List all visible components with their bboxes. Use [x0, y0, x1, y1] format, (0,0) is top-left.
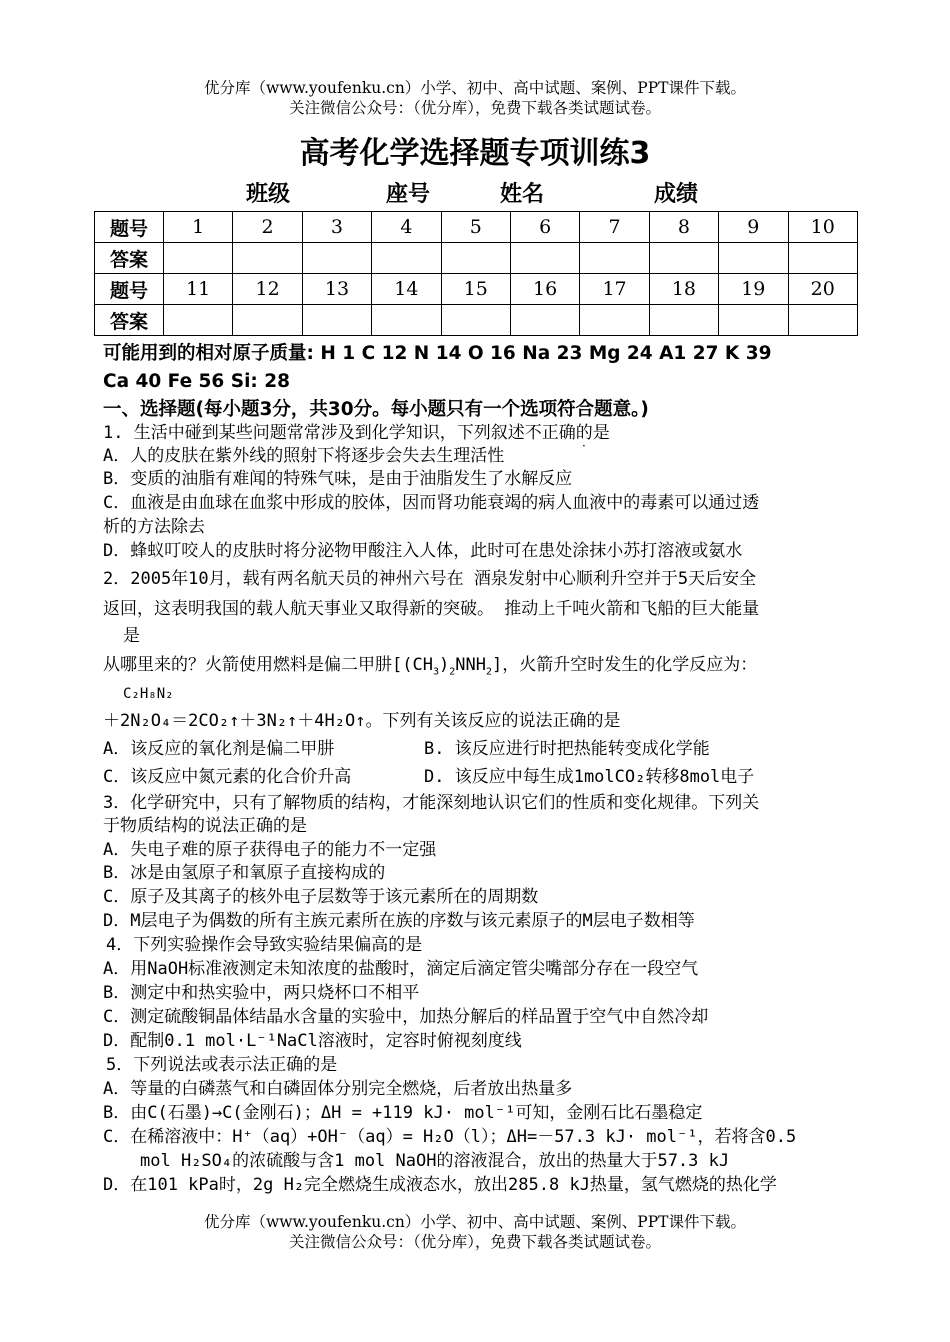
q4-stem: 4．下列实验操作会导致实验结果偏高的是: [106, 935, 423, 955]
q2-line-1: 2．2005年10月，载有两名航天员的神州六号在 酒泉发射中心顺利升空并于5天后安全: [103, 569, 757, 589]
question-number: 11: [164, 274, 233, 305]
q2-line-2: 返回，这表明我国的载人航天事业又取得新的突破。 推动上千吨火箭和飞船的巨大能量: [103, 599, 760, 619]
q1-option-c-line1: C．血液是由血球在血浆中形成的胶体，因而肾功能衰竭的病人血液中的毒素可以通过透: [103, 493, 760, 513]
answer-label: 答案: [95, 305, 164, 336]
q5-option-b: B．由C(石墨)→C(金刚石)；ΔH = +119 kJ· mol⁻¹可知，金刚石比石墨稳定: [103, 1103, 703, 1123]
question-label: 题号: [95, 274, 164, 305]
header-line-1: 优分库（www.youfenku.cn）小学、初中、高中试题、案例、PPT课件下载。: [203, 79, 747, 97]
q3-option-a: A．失电子难的原子获得电子的能力不一定强: [103, 840, 437, 860]
question-number-row: [95, 274, 858, 305]
field-name: 姓名: [500, 182, 545, 207]
emphasis-dot: ·: [582, 439, 586, 453]
question-number: 14: [372, 274, 441, 305]
q2-option-c: C．该反应中氮元素的化合价升高: [103, 767, 352, 787]
q3-option-d: D．M层电子为偶数的所有主族元素所在族的序数与该元素原子的M层电子数相等: [103, 911, 695, 931]
answer-cell[interactable]: [510, 243, 579, 274]
q1-option-b: B．变质的油脂有难闻的特殊气味，是由于油脂发生了水解反应: [103, 469, 573, 489]
q3-option-c: C．原子及其离子的核外电子层数等于该元素所在的周期数: [103, 887, 539, 907]
q4-option-b: B．测定中和热实验中，两只烧杯口不相平: [103, 983, 420, 1003]
q1-option-c-line2: 析的方法除去: [103, 517, 205, 537]
question-number: 4: [372, 212, 441, 243]
question-number: 16: [510, 274, 579, 305]
page-title: 高考化学选择题专项训练3: [299, 136, 651, 171]
field-seat: 座号: [386, 182, 431, 207]
atomic-mass-line-2: Ca 40 Fe 56 Si: 28: [103, 371, 290, 392]
q2-line-4-part-a: 从哪里来的？火箭使用燃料是偏二甲肼[(CH: [103, 655, 433, 675]
q1-stem: 1. 生活中碰到某些问题常常涉及到化学知识，下列叙述不正确的是: [103, 423, 610, 443]
q5-stem: 5．下列说法或表示法正确的是: [106, 1055, 338, 1075]
answer-cell[interactable]: [649, 305, 718, 336]
answer-label: 答案: [95, 243, 164, 274]
q3-line-1: 3．化学研究中，只有了解物质的结构，才能深刻地认识它们的性质和变化规律。下列关: [103, 793, 760, 813]
q2-line-4-part-d: ]，火箭升空时发生的化学反应为：: [492, 655, 758, 675]
header-line-2: 关注微信公众号：（优分库），免费下载各类试题试卷。: [288, 99, 661, 117]
question-number: 9: [719, 212, 788, 243]
answer-row: [95, 243, 858, 274]
answer-cell[interactable]: [719, 243, 788, 274]
question-number: 1: [164, 212, 233, 243]
question-number: 10: [788, 212, 857, 243]
answer-cell[interactable]: [302, 243, 371, 274]
question-number: 18: [649, 274, 718, 305]
answer-cell[interactable]: [233, 243, 302, 274]
q1-option-a: A．人的皮肤在紫外线的照射下将逐步会失去生理活性: [103, 446, 505, 466]
q4-option-d: D．配制0.1 mol·L⁻¹NaCl溶液时，定容时俯视刻度线: [103, 1031, 522, 1051]
answer-cell[interactable]: [580, 243, 649, 274]
question-number: 3: [302, 212, 371, 243]
q5-option-a: A．等量的白磷蒸气和白磷固体分别完全燃烧，后者放出热量多: [103, 1079, 573, 1099]
q2-formula: C₂H₈N₂: [123, 686, 174, 702]
q3-line-2: 于物质结构的说法正确的是: [103, 816, 307, 836]
answer-cell[interactable]: [164, 305, 233, 336]
q2-equation: ＋2N₂O₄＝2CO₂↑＋3N₂↑＋4H₂O↑。下列有关该反应的说法正确的是: [103, 711, 621, 731]
answer-cell[interactable]: [788, 243, 857, 274]
q2-option-d: D. 该反应中每生成1molCO₂转移8mol电子: [424, 767, 755, 787]
q2-line-4-part-b: ): [438, 655, 450, 675]
question-number: 5: [441, 212, 510, 243]
footer-line-1: 优分库（www.youfenku.cn）小学、初中、高中试题、案例、PPT课件下载。: [203, 1213, 747, 1231]
question-number: 15: [441, 274, 510, 305]
answer-row: [95, 305, 858, 336]
section-heading: 一、选择题(每小题3分，共30分。每小题只有一个选项符合题意。): [103, 399, 649, 420]
q5-option-c-line1: C．在稀溶液中：H⁺（aq）+OH⁻（aq）= H₂O（l）；ΔH=－57.3 kJ· mol⁻¹，若将含0.5: [103, 1127, 797, 1147]
field-class: 班级: [246, 182, 291, 207]
question-number: 12: [233, 274, 302, 305]
question-number: 8: [649, 212, 718, 243]
question-number: 2: [233, 212, 302, 243]
q4-option-c: C．测定硫酸铜晶体结晶水含量的实验中，加热分解后的样品置于空气中自然冷却: [103, 1007, 709, 1027]
q5-option-c-line2: mol H₂SO₄的浓硫酸与含1 mol NaOH的溶液混合，放出的热量大于57.3 kJ: [140, 1151, 730, 1171]
answer-table: [94, 211, 858, 336]
answer-cell[interactable]: [302, 305, 371, 336]
q4-option-a: A．用NaOH标准液测定未知浓度的盐酸时，滴定后滴定管尖嘴部分存在一段空气: [103, 959, 699, 979]
q2-option-b: B. 该反应进行时把热能转变成化学能: [424, 739, 710, 759]
question-number: 19: [719, 274, 788, 305]
answer-cell[interactable]: [441, 243, 510, 274]
answer-cell[interactable]: [372, 243, 441, 274]
field-score: 成绩: [654, 182, 699, 207]
footer-line-2: 关注微信公众号：（优分库），免费下载各类试题试卷。: [288, 1233, 661, 1251]
answer-cell[interactable]: [719, 305, 788, 336]
answer-cell[interactable]: [233, 305, 302, 336]
q3-option-b: B．冰是由氢原子和氧原子直接构成的: [103, 863, 386, 883]
question-number: 20: [788, 274, 857, 305]
atomic-mass-line-1: 可能用到的相对原子质量: H 1 C 12 N 14 O 16 Na 23 Mg 24 A1 27 K 39: [103, 343, 772, 364]
answer-cell[interactable]: [580, 305, 649, 336]
question-label: 题号: [95, 212, 164, 243]
answer-cell[interactable]: [441, 305, 510, 336]
question-number-row: [95, 212, 858, 243]
answer-cell[interactable]: [164, 243, 233, 274]
question-number: 13: [302, 274, 371, 305]
answer-cell[interactable]: [649, 243, 718, 274]
answer-cell[interactable]: [788, 305, 857, 336]
question-number: 17: [580, 274, 649, 305]
answer-cell[interactable]: [372, 305, 441, 336]
q1-option-d: D．蜂蚁叮咬人的皮肤时将分泌物甲酸注入人体，此时可在患处涂抹小苏打溶液或氨水: [103, 541, 743, 561]
q5-option-d: D．在101 kPa时，2g H₂完全燃烧生成液态水，放出285.8 kJ热量，氢气燃烧的热化学: [103, 1175, 777, 1195]
q2-line-4-part-c: NNH: [455, 655, 486, 675]
q2-line-3: 是: [123, 626, 140, 646]
answer-cell[interactable]: [510, 305, 579, 336]
question-number: 6: [510, 212, 579, 243]
q2-option-a: A．该反应的氧化剂是偏二甲肼: [103, 739, 335, 759]
question-number: 7: [580, 212, 649, 243]
q2-line-4: 从哪里来的？火箭使用燃料是偏二甲肼$[(CH_3)_2NNH_2]$，火箭升空时发生的化学反应为：: [103, 655, 758, 678]
